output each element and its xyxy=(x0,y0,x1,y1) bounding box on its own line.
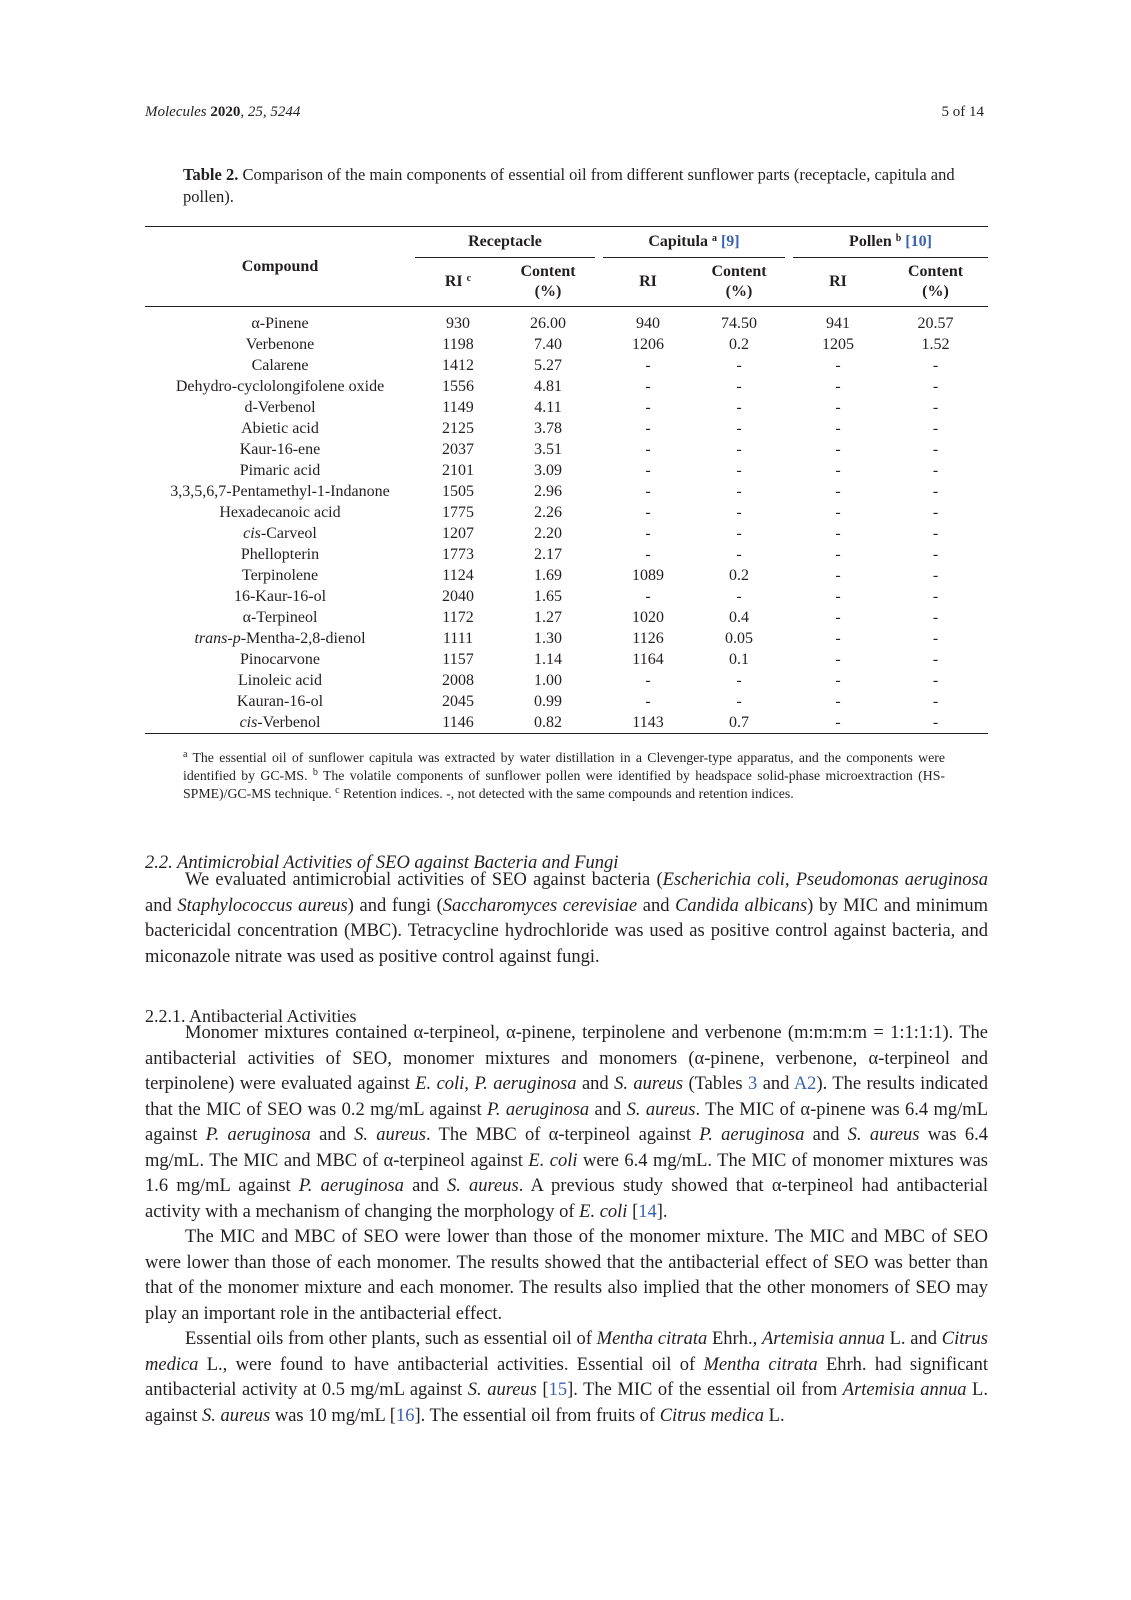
capitula-ref-link[interactable]: [9] xyxy=(720,233,740,250)
section-paragraph: We evaluated antimicrobial activities of SEO against bacteria (Escherichia coli, Pseudomonas aeruginosa and Staphylococcus aureus) and fungi (Saccharomyces cerevisiae and Candida albicans) by MIC and minimum bactericidal concentration (MBC). Tetracycline hydrochloride was used as positive control against bacteria, and miconazole nitrate was used as positive control against fungi. xyxy=(145,870,988,967)
table-row xyxy=(145,523,988,544)
value-cell: 2101 xyxy=(442,462,474,479)
value-cell: - xyxy=(736,546,742,563)
value-cell: - xyxy=(835,420,841,437)
value-cell: - xyxy=(736,693,742,710)
value-cell: - xyxy=(736,462,742,479)
value-cell: - xyxy=(736,378,742,395)
table-caption-text: Comparison of the main components of essential oil from different sunflower parts (receptacle, capitula and pollen). xyxy=(183,165,955,206)
value-cell: 0.82 xyxy=(501,712,595,734)
value-cell: - xyxy=(835,483,841,500)
value-cell: - xyxy=(932,378,939,395)
value-cell: - xyxy=(835,546,841,563)
value-cell: 4.11 xyxy=(534,399,562,416)
value-cell: 1.27 xyxy=(534,609,562,626)
value-cell: 1.14 xyxy=(534,651,562,668)
value-cell: 930 xyxy=(446,315,470,332)
value-cell: - xyxy=(932,399,939,416)
compound-cell: Calarene xyxy=(251,357,309,374)
value-cell: - xyxy=(835,651,841,668)
value-cell: - xyxy=(835,357,841,374)
table-row xyxy=(145,607,988,628)
pollen-ref-link[interactable]: [10] xyxy=(905,233,932,250)
value-cell: 20.57 xyxy=(917,315,954,332)
value-cell: 7.40 xyxy=(534,336,562,353)
table-row xyxy=(145,397,988,418)
content-header: Content (%) xyxy=(883,258,988,307)
value-cell: 3.09 xyxy=(534,462,562,479)
ri-header: RI xyxy=(793,258,883,307)
subsection-heading: 2.2.1. Antibacterial Activities xyxy=(145,1006,357,1026)
value-cell: 0.4 xyxy=(729,609,749,626)
value-cell: 1.30 xyxy=(534,630,562,647)
table-row xyxy=(145,586,988,607)
page-number: 5 of 14 xyxy=(941,104,984,120)
table-row xyxy=(145,439,988,460)
value-cell: - xyxy=(645,357,651,374)
value-cell: - xyxy=(645,378,651,395)
value-cell: 1.65 xyxy=(534,588,562,605)
value-cell: - xyxy=(835,441,841,458)
table-row xyxy=(145,307,988,335)
content-header: Content (%) xyxy=(501,258,595,307)
compound-cell: cis-Verbenol xyxy=(145,712,415,734)
value-cell: - xyxy=(932,651,939,668)
table-row xyxy=(145,334,988,355)
value-cell: 1.69 xyxy=(534,567,562,584)
value-cell: - xyxy=(736,672,742,689)
table-row xyxy=(145,565,988,586)
value-cell: 1556 xyxy=(442,378,474,395)
value-cell: 2.17 xyxy=(534,546,562,563)
value-cell: - xyxy=(835,672,841,689)
value-cell: 941 xyxy=(826,315,850,332)
compound-cell: Terpinolene xyxy=(241,567,319,584)
value-cell: 1505 xyxy=(442,483,474,500)
value-cell: - xyxy=(645,672,651,689)
value-cell: 3.78 xyxy=(534,420,562,437)
table-row xyxy=(145,649,988,670)
value-cell: 940 xyxy=(636,315,660,332)
subsection-body xyxy=(145,1021,988,1429)
body-paragraph: Essential oils from other plants, such as essential oil of Mentha citrata Ehrh., Artemisia annua L. and Citrus medica L., were found to have antibacterial activities. Essential oil of Mentha citrata Ehrh. had significant antibacterial activity at 0.5 mg/mL against S. aureus [15]. The MIC of the essential oil from Artemisia annua L. against S. aureus was 10 mg/mL [16]. The essential oil from fruits of Citrus medica L. xyxy=(145,1329,989,1426)
table-caption xyxy=(183,164,963,208)
table-row xyxy=(145,691,988,712)
body-paragraph: Monomer mixtures contained α-terpineol, α-pinene, terpinolene and verbenone (m:m:m:m = 1:1:1:1). The antibacterial activities of SEO, monomer mixtures and monomers (α-pinene, verbenone, α-terpineol and terpinolene) were evaluated against E. coli, P. aeruginosa and S. aureus (Tables 3 and A2). The results indicated that the MIC of SEO was 0.2 mg/mL against P. aeruginosa and S. aureus. The MIC of α-pinene was 6.4 mg/mL against P. aeruginosa and S. aureus. The MBC of α-terpineol against P. aeruginosa and S. aureus was 6.4 mg/mL. The MIC and MBC of α-terpineol against E. coli were 6.4 mg/mL. The MIC of monomer mixtures was 1.6 mg/mL against P. aeruginosa and S. aureus. A previous study showed that α-terpineol had antibacterial activity with a mechanism of changing the morphology of E. coli [14]. xyxy=(145,1023,988,1222)
value-cell: - xyxy=(645,525,651,542)
table-row xyxy=(145,544,988,565)
value-cell: - xyxy=(645,441,651,458)
value-cell: - xyxy=(932,525,939,542)
value-cell: - xyxy=(932,462,939,479)
value-cell: - xyxy=(736,357,742,374)
table-row xyxy=(145,502,988,523)
value-cell: - xyxy=(835,378,841,395)
compound-cell: Pinocarvone xyxy=(240,651,320,668)
value-cell: - xyxy=(932,672,939,689)
value-cell: - xyxy=(645,462,651,479)
value-cell: 1205 xyxy=(822,336,854,353)
value-cell: - xyxy=(645,399,651,416)
value-cell: - xyxy=(932,609,939,626)
value-cell: - xyxy=(835,399,841,416)
compound-cell: Kaur-16-ene xyxy=(239,441,321,458)
value-cell: 2008 xyxy=(442,672,474,689)
compound-cell: Linoleic acid xyxy=(238,672,322,689)
compound-cell: Abietic acid xyxy=(241,420,319,437)
table-row xyxy=(145,460,988,481)
value-cell: - xyxy=(835,588,841,605)
compound-cell: Pimaric acid xyxy=(239,462,321,479)
table-label: Table 2. xyxy=(183,165,239,184)
value-cell: 0.2 xyxy=(729,336,749,353)
value-cell: - xyxy=(932,420,939,437)
compound-cell: α-Terpineol xyxy=(242,609,318,626)
value-cell: 0.05 xyxy=(725,630,753,647)
table-row xyxy=(145,712,988,734)
table-row xyxy=(145,628,988,649)
value-cell: 1124 xyxy=(442,567,474,584)
value-cell: - xyxy=(645,588,651,605)
value-cell: 1020 xyxy=(632,609,664,626)
reference-link[interactable]: 15 xyxy=(548,1380,568,1400)
compound-cell: 16-Kaur-16-ol xyxy=(233,588,327,605)
value-cell: - xyxy=(932,357,939,374)
value-cell: - xyxy=(932,588,939,605)
compound-header: Compound xyxy=(145,227,415,307)
value-cell: - xyxy=(736,399,742,416)
value-cell: - xyxy=(736,588,742,605)
value-cell: 2.26 xyxy=(534,504,562,521)
value-cell: - xyxy=(883,712,988,734)
value-cell: 0.2 xyxy=(729,567,749,584)
value-cell: - xyxy=(736,420,742,437)
content-header: Content (%) xyxy=(693,258,785,307)
value-cell: - xyxy=(835,525,841,542)
value-cell: - xyxy=(736,504,742,521)
value-cell: - xyxy=(932,483,939,500)
value-cell: - xyxy=(645,504,651,521)
value-cell: 2.20 xyxy=(534,525,562,542)
value-cell: - xyxy=(932,504,939,521)
value-cell: - xyxy=(736,525,742,542)
table-footnote: $^a$ The essential oil of sunflower capitula was extracted by water distillation in a Clevenger-type apparatus, and the components were identified by GC-MS. $^b$ The volatile components of sunflower pollen were identified by headspace solid-phase microextraction (HS-SPME)/GC-MS technique. $^c$ Retention indices. -, not detected with the same compounds and retention indices. xyxy=(183,749,945,801)
compound-cell: Kauran-16-ol xyxy=(236,693,324,710)
compound-cell: Dehydro-cyclolongifolene oxide xyxy=(175,378,385,395)
value-cell: 1157 xyxy=(442,651,474,668)
value-cell: - xyxy=(736,441,742,458)
receptacle-header: Receptacle xyxy=(415,227,595,258)
value-cell: 2.96 xyxy=(534,483,562,500)
value-cell: - xyxy=(932,693,939,710)
compound-cell: Verbenone xyxy=(245,336,315,353)
value-cell: - xyxy=(835,567,841,584)
reference-link[interactable]: 3 xyxy=(748,1074,758,1094)
table-row xyxy=(145,670,988,691)
value-cell: - xyxy=(835,504,841,521)
value-cell: 4.81 xyxy=(534,378,562,395)
value-cell: - xyxy=(645,420,651,437)
reference-link[interactable]: 16 xyxy=(395,1405,415,1426)
compound-cell: d-Verbenol xyxy=(244,399,316,416)
journal-citation xyxy=(145,104,300,121)
value-cell: 0.1 xyxy=(729,651,749,668)
table-row xyxy=(145,418,988,439)
value-cell: 1126 xyxy=(632,630,664,647)
value-cell: 1206 xyxy=(632,336,664,353)
value-cell: 1.52 xyxy=(921,336,950,353)
value-cell: 1.00 xyxy=(534,672,562,689)
value-cell: 1775 xyxy=(442,504,474,521)
ri-header: RI xyxy=(603,258,693,307)
value-cell: 1111 xyxy=(442,630,474,647)
value-cell: 1089 xyxy=(632,567,664,584)
table-row xyxy=(145,355,988,376)
journal-name: Molecules xyxy=(145,104,207,120)
value-cell: 1198 xyxy=(442,336,474,353)
value-cell: 1412 xyxy=(442,357,474,374)
value-cell: - xyxy=(835,462,841,479)
reference-link[interactable]: 14 xyxy=(638,1201,657,1222)
value-cell: - xyxy=(736,483,742,500)
compound-cell: cis-Carveol xyxy=(243,525,317,542)
value-cell: - xyxy=(932,546,939,563)
value-cell: - xyxy=(793,712,883,734)
capitula-header: Capitula $^a$ [9] xyxy=(603,227,785,258)
journal-volume: , 25, 5244 xyxy=(240,104,301,120)
value-cell: 2040 xyxy=(442,588,474,605)
value-cell: 3.51 xyxy=(534,441,562,458)
value-cell: - xyxy=(835,609,841,626)
compound-cell: Phellopterin xyxy=(240,546,320,563)
value-cell: - xyxy=(835,693,841,710)
body-paragraph: The MIC and MBC of SEO were lower than those of the monomer mixture. The MIC and MBC of SEO were lower than those of each monomer. The results showed that the antibacterial effect of SEO was better than that of the monomer mixture and each monomer. The results also implied that the other monomers of SEO may play an important role in the antibacterial effect. xyxy=(145,1227,988,1324)
value-cell: 1164 xyxy=(632,651,664,668)
value-cell: 2045 xyxy=(442,693,474,710)
table-row xyxy=(145,481,988,502)
value-cell: - xyxy=(645,693,651,710)
value-cell: 2125 xyxy=(442,420,474,437)
value-cell: 1773 xyxy=(442,546,474,563)
value-cell: 1207 xyxy=(442,525,474,542)
compound-cell: α-Pinene xyxy=(251,315,309,332)
value-cell: 0.99 xyxy=(534,693,562,710)
compound-cell: Hexadecanoic acid xyxy=(219,504,341,521)
value-cell: 74.50 xyxy=(721,315,757,332)
value-cell: - xyxy=(932,567,939,584)
section-heading: 2.2. Antimicrobial Activities of SEO against Bacteria and Fungi xyxy=(145,853,619,873)
compound-cell: 3,3,5,6,7-Pentamethyl-1-Indanone xyxy=(170,483,390,500)
journal-year: 2020 xyxy=(210,104,241,120)
value-cell: - xyxy=(932,630,939,647)
value-cell: 5.27 xyxy=(534,357,562,374)
value-cell: 1143 xyxy=(603,712,693,734)
pollen-header: Pollen $^b$ [10] xyxy=(793,227,988,258)
value-cell: 0.7 xyxy=(693,712,785,734)
value-cell: - xyxy=(645,546,651,563)
value-cell: - xyxy=(645,483,651,500)
value-cell: 1172 xyxy=(442,609,474,626)
reference-link[interactable]: A2 xyxy=(793,1074,817,1094)
value-cell: 26.00 xyxy=(530,315,566,332)
value-cell: 1146 xyxy=(415,712,501,734)
ri-header: RI $^c$ xyxy=(415,258,501,307)
value-cell: - xyxy=(835,630,841,647)
value-cell: - xyxy=(932,441,939,458)
components-table xyxy=(145,226,988,734)
table-row xyxy=(145,376,988,397)
value-cell: 1149 xyxy=(442,399,474,416)
compound-cell: trans-p-Mentha-2,8-dienol xyxy=(194,630,366,647)
value-cell: 2037 xyxy=(442,441,474,458)
